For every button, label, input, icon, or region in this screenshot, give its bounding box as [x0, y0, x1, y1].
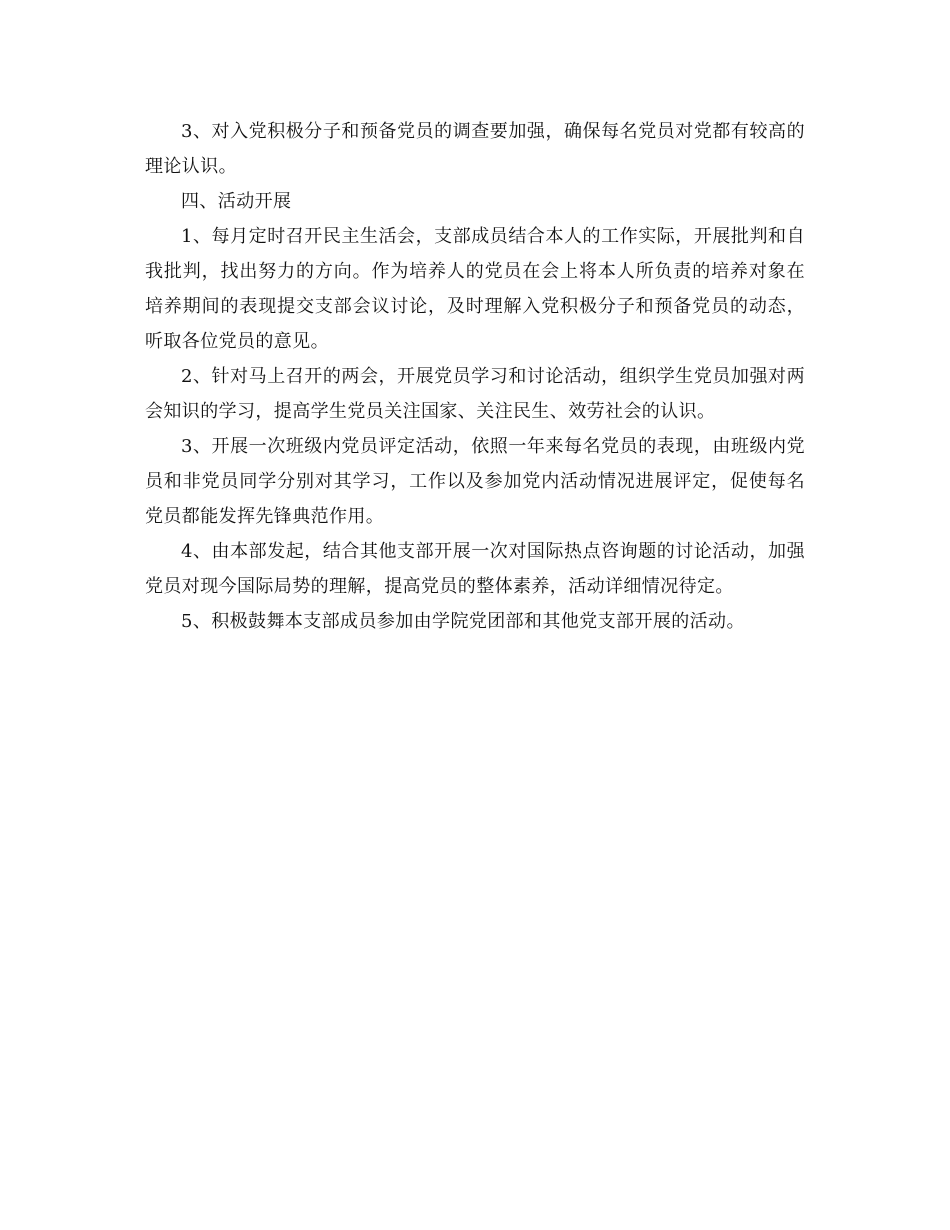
paragraph-activity-3: 3、开展一次班级内党员评定活动，依照一年来每名党员的表现，由班级内党员和非党员同学分别对其学习，工作以及参加党内活动情况进展评定，促使每名党员都能发挥先锋典范作用。: [145, 436, 805, 527]
paragraph-item-3-survey: 3、对入党积极分子和预备党员的调查要加强，确保每名党员对党都有较高的理论认识。: [145, 121, 805, 177]
section-heading-activities: 四、活动开展: [181, 191, 292, 212]
paragraph-activity-1: 1、每月定时召开民主生活会，支部成员结合本人的工作实际，开展批判和自我批判，找出努力的方向。作为培养人的党员在会上将本人所负责的培养对象在培养期间的表现提交支部会议讨论，及时理解入党积极分子和预备党员的动态，听取各位党员的意见。: [145, 226, 805, 352]
paragraph-activity-5: 5、积极鼓舞本支部成员参加由学院党团部和其他党支部开展的活动。: [181, 611, 745, 632]
document-body: [145, 114, 805, 639]
paragraph-activity-2: 2、针对马上召开的两会，开展党员学习和讨论活动，组织学生党员加强对两会知识的学习，提高学生党员关注国家、关注民生、效劳社会的认识。: [145, 366, 805, 422]
paragraph-activity-4: 4、由本部发起，结合其他支部开展一次对国际热点咨询题的讨论活动，加强党员对现今国际局势的理解，提高党员的整体素养，活动详细情况待定。: [145, 541, 805, 597]
